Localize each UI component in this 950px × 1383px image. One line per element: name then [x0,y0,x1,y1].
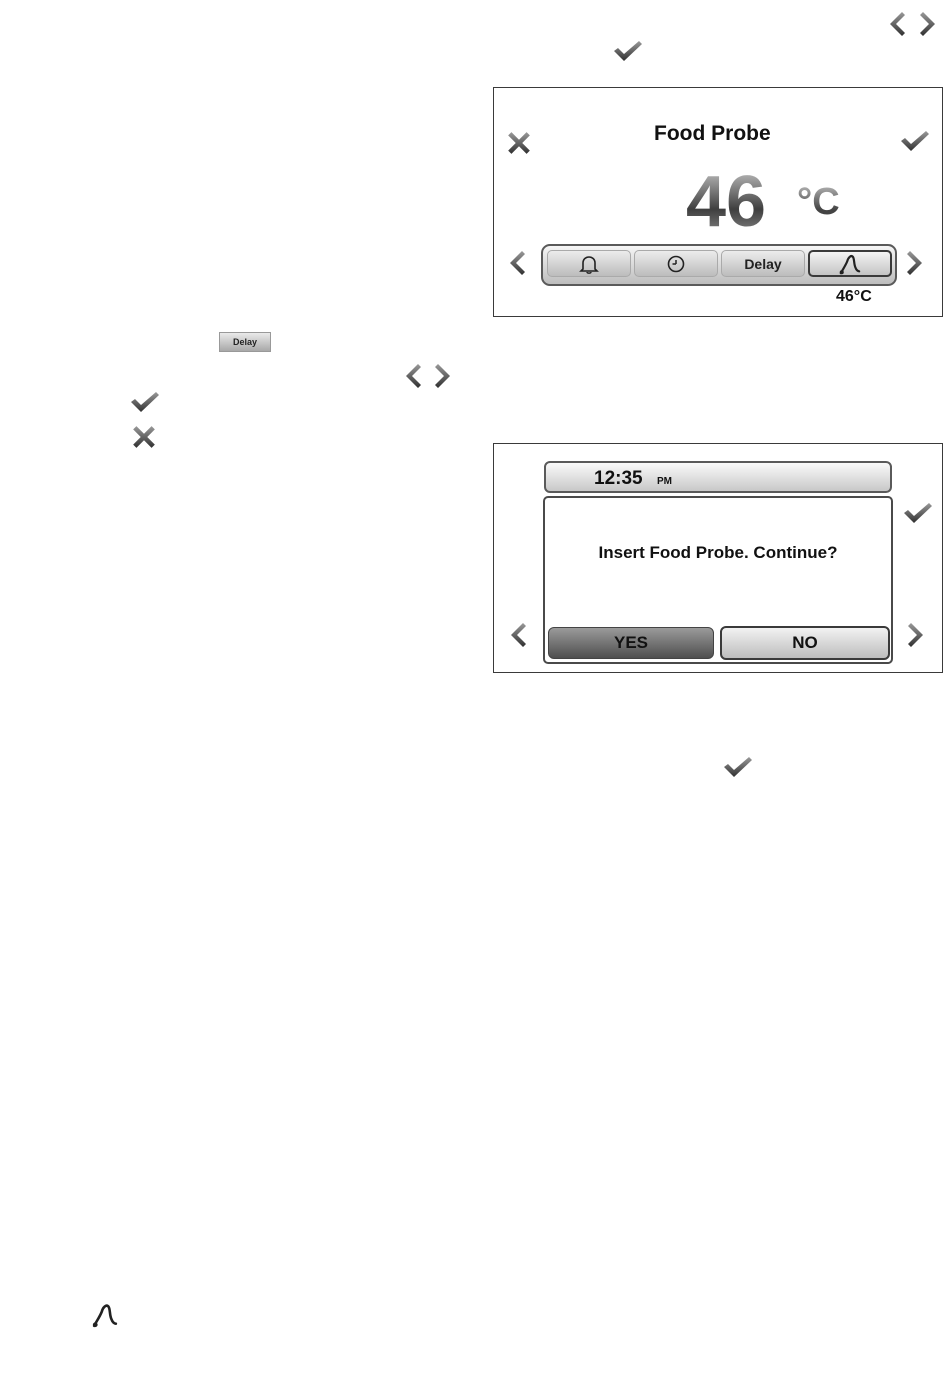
food-probe-icon [92,1302,118,1328]
clock-icon [667,255,685,273]
no-button[interactable]: NO [720,626,890,660]
insert-probe-screen [493,443,943,673]
function-toolbar [541,244,897,286]
chevron-right-icon[interactable] [907,250,923,276]
check-icon [130,391,160,413]
delay-button-icon: Delay [219,332,271,352]
food-probe-screen [493,87,943,317]
chevron-left-icon [889,11,905,37]
chevron-right-icon [920,11,936,37]
food-probe-icon [839,253,861,275]
chevron-left-icon[interactable] [510,622,526,648]
chevron-right-icon [435,363,451,389]
confirm-dialog [543,496,893,664]
clock-time: 12:35 [594,468,643,489]
delay-button[interactable]: Delay [721,250,805,277]
probe-reading: 46°C [836,288,872,305]
yes-button[interactable]: YES [548,627,714,659]
chevron-right-icon[interactable] [908,622,924,648]
temperature-unit: °C [797,181,840,223]
chevron-left-icon [405,363,421,389]
food-probe-button[interactable] [808,250,892,277]
check-icon [723,756,753,778]
clock-button[interactable] [634,250,718,277]
timer-button[interactable] [547,250,631,277]
check-icon[interactable] [903,502,933,524]
check-icon [613,40,643,62]
check-icon[interactable] [900,130,930,152]
temperature-value: 46 [686,162,767,242]
clock-bar [544,461,892,493]
chevron-left-icon[interactable] [509,250,525,276]
bell-icon [579,254,599,274]
clock-meridiem: PM [657,476,672,487]
close-icon[interactable] [506,130,532,156]
close-icon [131,424,157,450]
screen-title: Food Probe [654,122,771,145]
dialog-message: Insert Food Probe. Continue? [598,543,838,562]
